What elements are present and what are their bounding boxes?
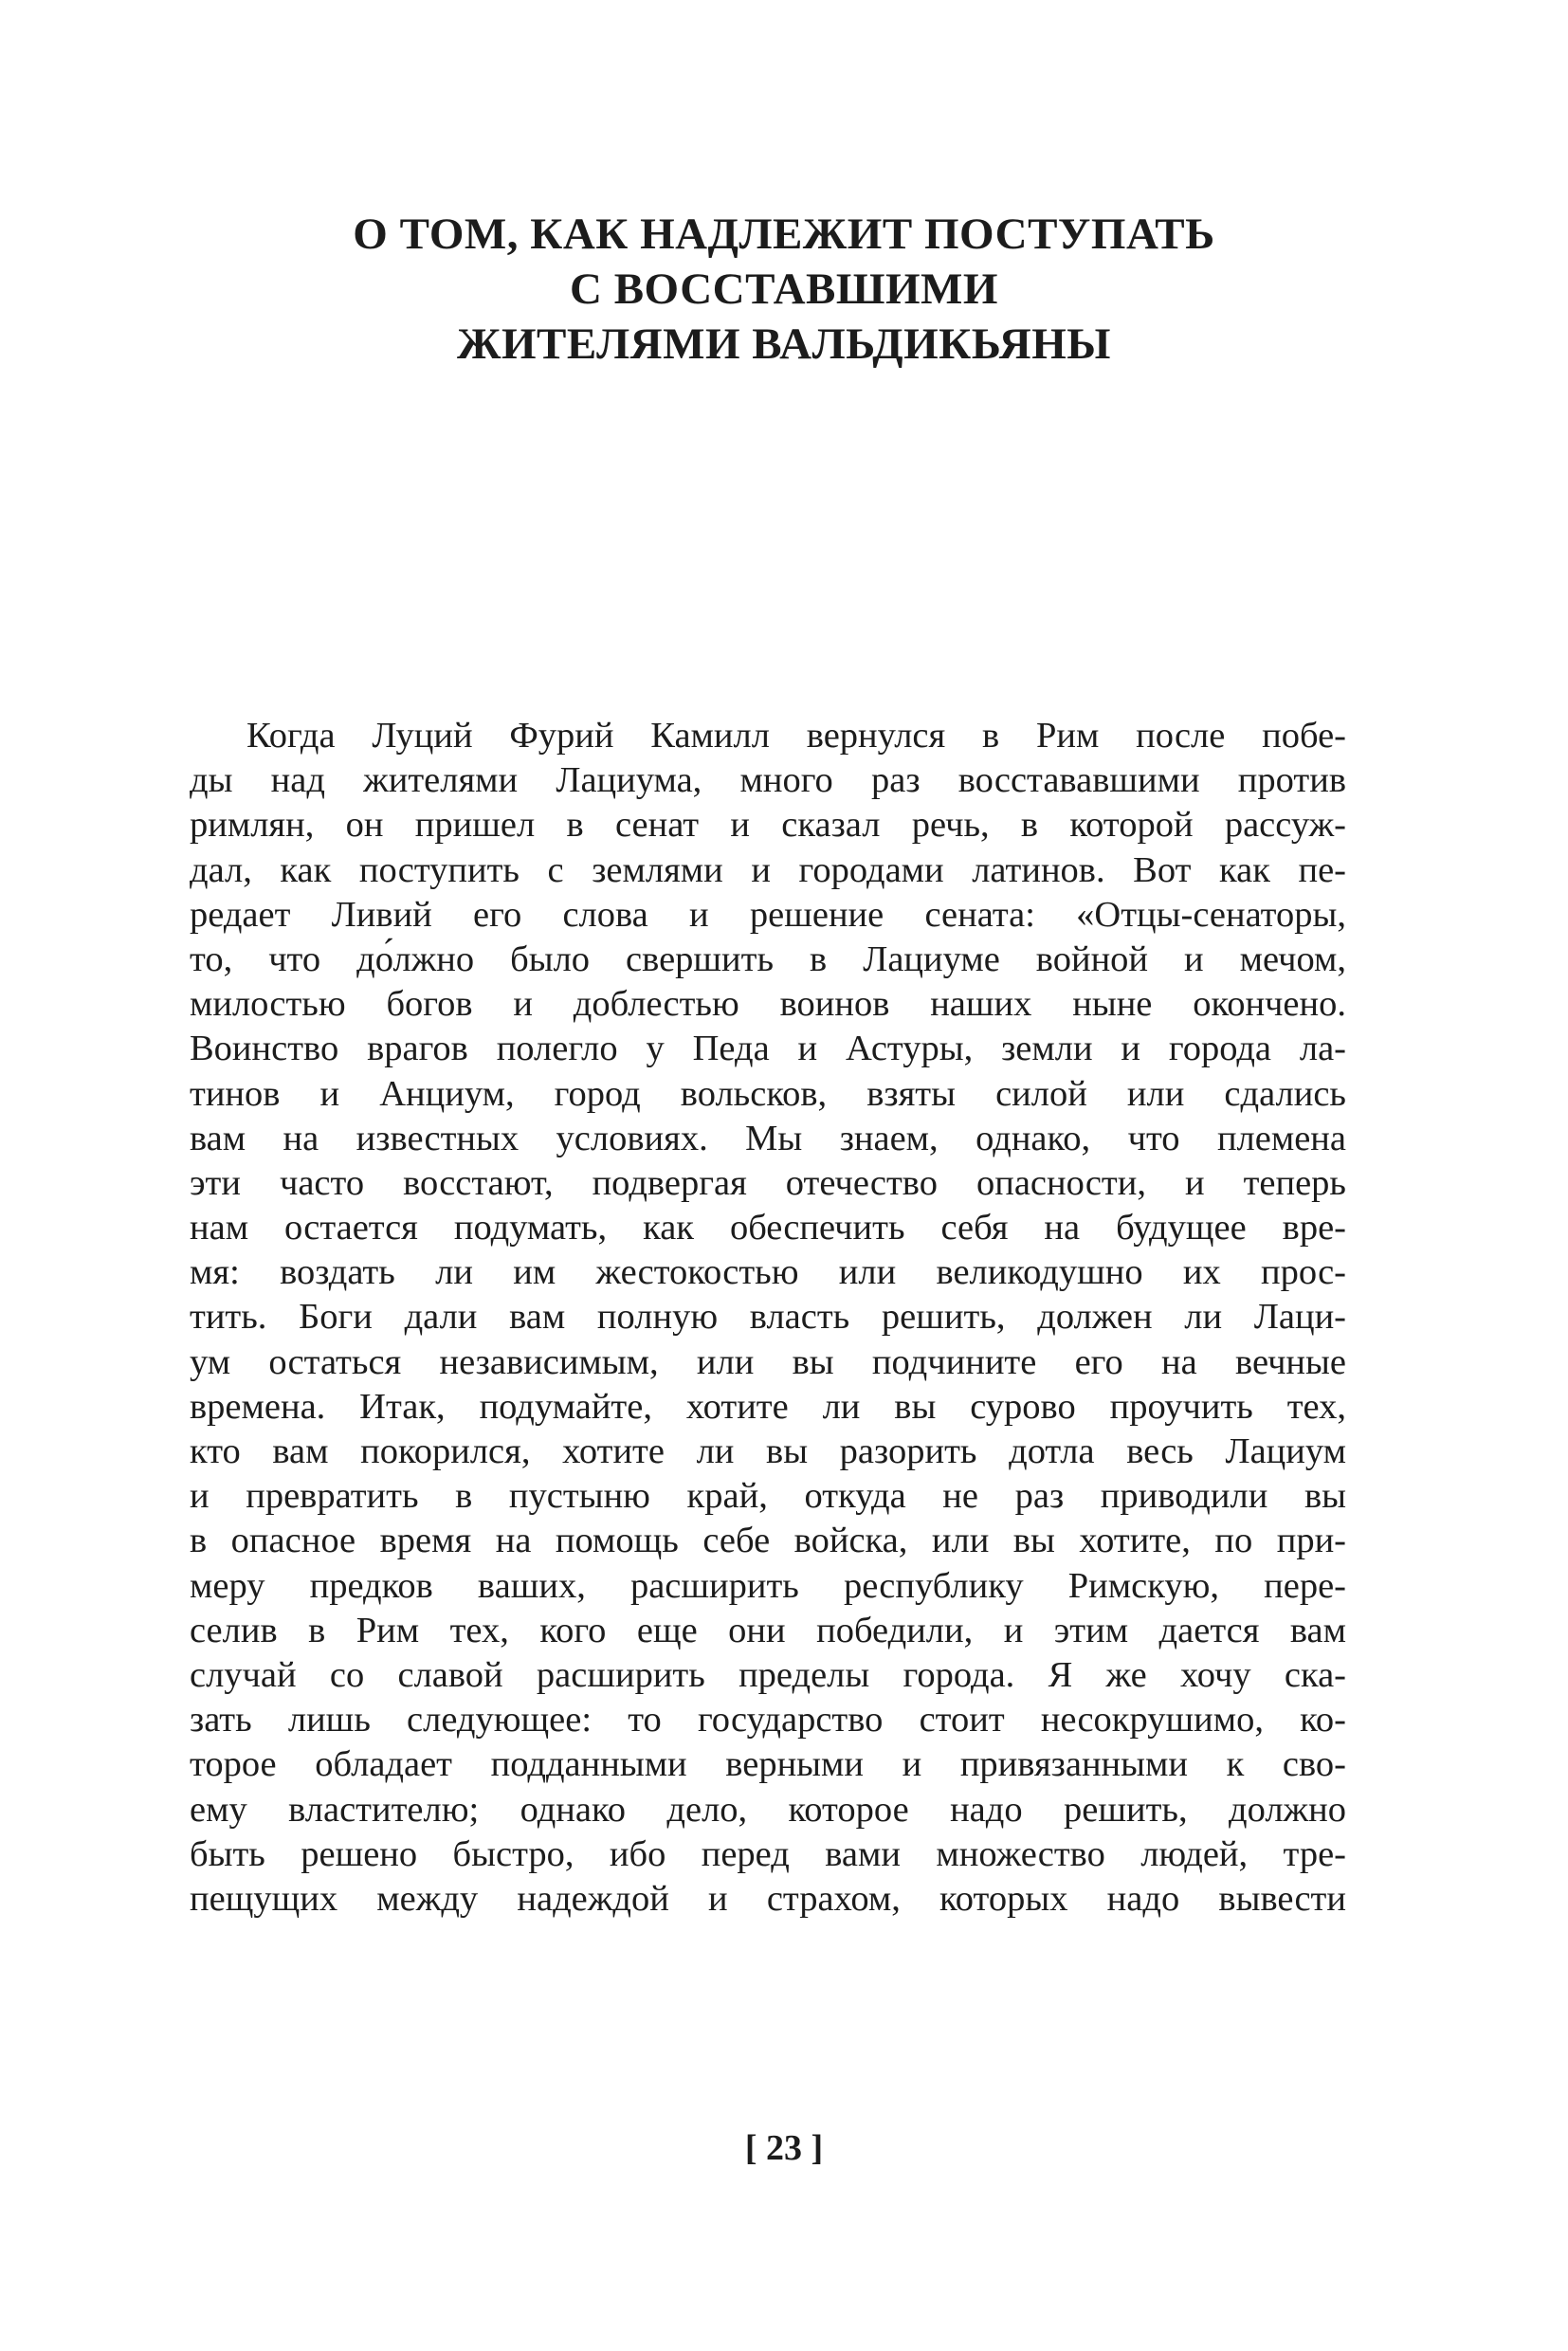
text-line: меру предков ваших, расширить республику Римскую, пере- (190, 1565, 1346, 1606)
text-line: Когда Луций Фурий Камилл вернулся в Рим после побе- (246, 716, 1346, 756)
chapter-title-line: ЖИТЕЛЯМИ ВАЛЬДИКЬЯНЫ (457, 319, 1111, 369)
text-line: мя: воздать ли им жестокостью или великодушно их прос- (190, 1252, 1346, 1293)
text-line: и превратить в пустыню край, откуда не раз приводили вы (190, 1476, 1346, 1517)
text-line: кто вам покорился, хотите ли вы разорить дотла весь Лациум (190, 1431, 1346, 1471)
text-line: Воинство врагов полегло у Педа и Астуры, земли и города ла- (190, 1029, 1346, 1069)
chapter-title-line: С ВОССТАВШИМИ (570, 264, 998, 314)
text-line: быть решено быстро, ибо перед вами множество людей, тре- (190, 1833, 1346, 1874)
text-line: в опасное время на помощь себе войска, или вы хотите, по при- (190, 1521, 1346, 1561)
text-line: времена. Итак, подумайте, хотите ли вы сурово проучить тех, (190, 1386, 1346, 1427)
text-line: эти часто восстают, подвергая отечество опасности, и теперь (190, 1162, 1346, 1203)
text-line: тить. Боги дали вам полную власть решить, должен ли Лаци- (190, 1297, 1346, 1338)
page-number: [ 23 ] (744, 2128, 824, 2168)
text-line: тинов и Анциум, город вольсков, взяты силой или сдались (190, 1073, 1346, 1114)
text-line: торое обладает подданными верными и привязанными к сво- (190, 1744, 1346, 1785)
text-line: дал, как поступить с землями и городами латинов. Вот как пе- (190, 849, 1346, 890)
text-line: случай со славой расширить пределы города. Я же хочу ска- (190, 1654, 1346, 1695)
text-line: зать лишь следующее: то государство стоит несокрушимо, ко- (190, 1700, 1346, 1740)
text-line: то, что до́лжно было свершить в Лациуме войной и мечом, (190, 939, 1346, 979)
text-line: милостью богов и доблестью воинов наших ныне окончено. (190, 984, 1346, 1025)
text-line: римлян, он пришел в сенат и сказал речь, в которой рассуж- (190, 805, 1346, 846)
text-line: ум остаться независимым, или вы подчините его на вечные (190, 1341, 1346, 1382)
text-line: пещущих между надеждой и страхом, которых надо вывести (190, 1878, 1346, 1919)
chapter-title (0, 207, 1568, 372)
text-line: нам остается подумать, как обеспечить себя на будущее вре- (190, 1208, 1346, 1248)
text-line: ды над жителями Лациума, много раз восстававшими против (190, 760, 1346, 801)
text-line: ему властителю; однако дело, которое надо решить, должно (190, 1789, 1346, 1830)
text-line: селив в Рим тех, кого еще они победили, и этим дается вам (190, 1610, 1346, 1650)
text-line: редает Ливий его слова и решение сената: «Отцы-сенаторы, (190, 894, 1346, 935)
text-line: вам на известных условиях. Мы знаем, однако, что племена (190, 1118, 1346, 1158)
body-paragraph (190, 714, 1346, 1922)
chapter-title-line: О ТОМ, КАК НАДЛЕЖИТ ПОСТУПАТЬ (353, 210, 1215, 259)
